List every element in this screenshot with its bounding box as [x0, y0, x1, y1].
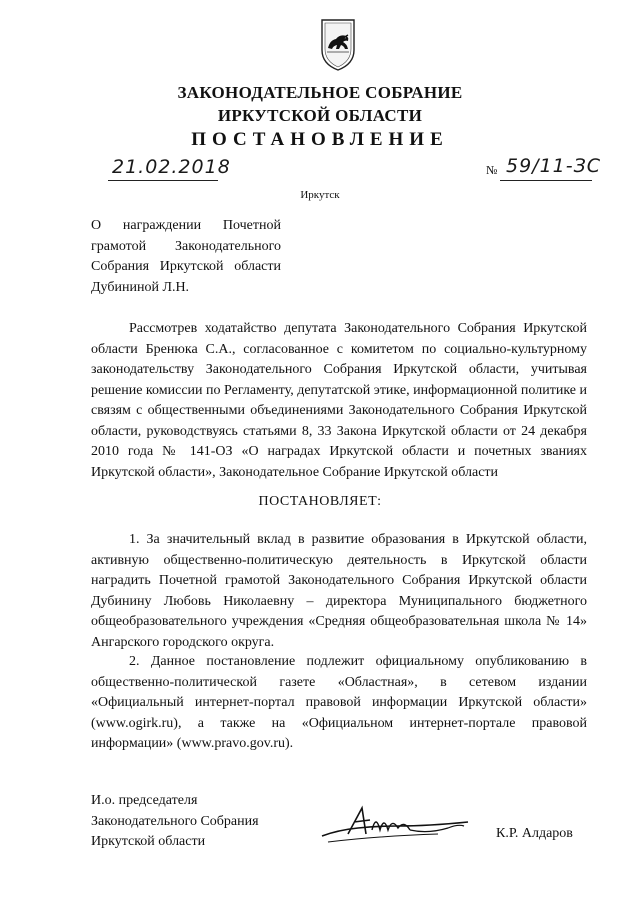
date-underline: [108, 180, 218, 181]
document-subject: О награждении Почетной грамотой Законодательного Собрания Иркутской области Дубининой Л.Н.: [91, 218, 281, 295]
city: Иркутск: [300, 189, 340, 201]
resolves-heading: ПОСТАНОВЛЯЕТ:: [258, 494, 382, 509]
number-underline: [500, 180, 592, 181]
handwritten-signature: [318, 800, 478, 850]
document-type: ПОСТАНОВЛЕНИЕ: [191, 129, 449, 150]
document-number: 59/11-ЗС: [506, 155, 602, 177]
clause-1: 1. За значительный вклад в развитие образования в Иркутской области, активную общественно-политическую деятельность в Иркутской области наградить Почетной грамотой Законодательного Собрания Иркутской области Дубинину Любовь Николаевну – директора Муниципального бюджетного общеобразовательного учреждения «Средняя общеобразовательная школа № 14» Ангарского городского округа.: [91, 532, 587, 650]
signatory-title-line1: И.о. председателя: [91, 793, 198, 808]
signatory-name: К.Р. Алдаров: [496, 826, 573, 841]
clause-2: 2. Данное постановление подлежит официальному опубликованию в общественно-политической газете «Областная», в сетевом издании «Официальный интернет-портал правовой информации Иркутской области» (www.ogirk.ru), а также на «Официальном интернет-портале правовой информации» (www.pravo.gov.ru).: [91, 654, 587, 751]
signatory-title: [91, 791, 301, 853]
number-sign: №: [486, 163, 498, 177]
document-date: 21.02.2018: [112, 156, 231, 178]
preamble-paragraph: Рассмотрев ходатайство депутата Законодательного Собрания Иркутской области Бренюка С.А., согласованное с комитетом по социально-культурному законодательству Законодательного Собрания Иркутской области, учитывая решение комиссии по Регламенту, депутатской этике, информационной политике и связям с общественными объединениями Законодательного Собрания Иркутской области, руководствуясь статьями 8, 33 Закона Иркутской области от 24 декабря 2010 года № 141-ОЗ «О наградах Иркутской области и почетных званиях Иркутской области», Законодательное Собрание Иркутской области: [91, 321, 587, 480]
signatory-title-line3: Иркутской области: [91, 834, 206, 849]
org-name-line1: ЗАКОНОДАТЕЛЬНОЕ СОБРАНИЕ: [177, 83, 463, 102]
signatory-title-line2: Законодательного Собрания: [91, 813, 259, 829]
org-name-line2: ИРКУТСКОЙ ОБЛАСТИ: [217, 106, 423, 125]
coat-of-arms-icon: [318, 16, 358, 72]
